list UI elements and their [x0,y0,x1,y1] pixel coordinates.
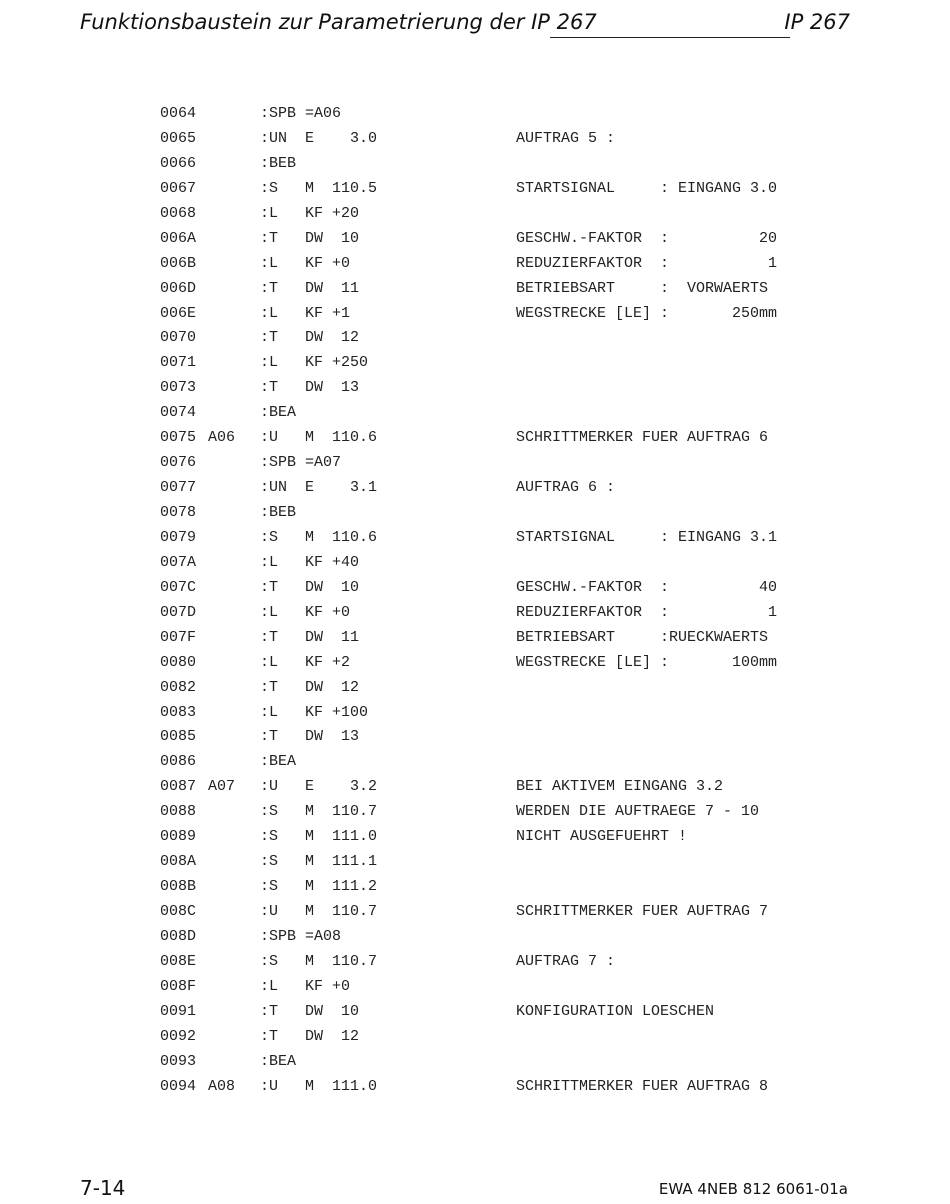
line-address: 0093 [160,1052,197,1070]
line-comment: REDUZIERFAKTOR : 1 [516,603,778,621]
line-instruction: :L KF +0 [260,254,351,272]
line-instruction: :T DW 11 [260,628,360,646]
line-address: 0067 [160,179,197,197]
line-instruction: :L KF +20 [260,204,360,222]
line-comment: WEGSTRECKE [LE] : 100mm [516,653,778,671]
line-address: 006E [160,304,197,322]
line-instruction: :BEA [260,404,297,422]
line-comment: NICHT AUSGEFUEHRT ! [516,828,688,846]
line-comment: REDUZIERFAKTOR : 1 [516,254,778,272]
line-label: A08 [208,1077,236,1095]
line-address: 0085 [160,728,197,746]
header-title: Funktionsbaustein zur Parametrierung der IP 267 [80,10,597,34]
line-instruction: :T DW 12 [260,329,360,347]
line-comment: GESCHW.-FAKTOR : 40 [516,578,778,596]
line-address: 007F [160,628,197,646]
page-number: 7-14 [80,1176,126,1200]
line-instruction: :L KF +250 [260,354,369,372]
line-address: 0065 [160,129,197,147]
line-comment: BEI AKTIVEM EINGANG 3.2 [516,778,724,796]
line-address: 0078 [160,504,197,521]
line-address: 008A [160,853,197,871]
line-address: 006A [160,229,197,247]
line-instruction: :T DW 13 [260,379,360,397]
line-instruction: :SPB =A07 [260,454,342,472]
document-id: EWA 4NEB 812 6061-01a [658,1180,848,1198]
line-comment: WERDEN DIE AUFTRAEGE 7 - 10 [516,803,760,821]
line-instruction: :L KF +2 [260,653,351,671]
line-instruction: :UN E 3.1 [260,479,378,497]
line-instruction: :S M 111.1 [260,853,378,871]
line-instruction: :S M 110.7 [260,952,378,970]
line-address: 0066 [160,154,197,172]
line-address: 0068 [160,204,197,222]
line-address: 007D [160,603,197,621]
line-instruction: :S M 110.5 [260,179,378,197]
line-instruction: :S M 110.7 [260,803,378,821]
line-instruction: :T DW 12 [260,1027,360,1045]
line-address: 0091 [160,1002,197,1020]
line-instruction: :L KF +0 [260,603,351,621]
line-instruction: :BEA [260,1052,297,1070]
line-address: 006D [160,279,197,297]
line-address: 0079 [160,528,197,546]
line-address: 0071 [160,354,197,372]
line-comment: STARTSIGNAL : EINGANG 3.0 [516,179,778,197]
line-instruction: :U M 110.6 [260,429,378,447]
line-instruction: :L KF +1 [260,304,351,322]
line-comment: AUFTRAG 5 : [516,129,616,147]
line-address: 008D [160,927,197,945]
page-header [80,10,850,42]
line-instruction: :T DW 10 [260,229,360,247]
line-address: 0086 [160,753,197,771]
line-address: 0077 [160,479,197,497]
line-comment: KONFIGURATION LOESCHEN [516,1002,715,1020]
line-instruction: :U E 3.2 [260,778,378,796]
line-instruction: :U M 110.7 [260,903,378,920]
line-instruction: :SPB =A08 [260,927,342,945]
line-address: 0075 [160,429,197,447]
line-address: 0092 [160,1027,197,1045]
line-instruction: :T DW 12 [260,678,360,696]
line-comment: STARTSIGNAL : EINGANG 3.1 [516,528,778,546]
line-address: 0083 [160,703,197,721]
line-address: 008C [160,903,197,920]
line-comment: AUFTRAG 6 : [516,479,616,497]
line-comment: SCHRITTMERKER FUER AUFTRAG 6 [516,429,769,447]
line-address: 0064 [160,105,197,122]
line-address: 0088 [160,803,197,821]
line-instruction: :BEA [260,753,297,771]
line-address: 0074 [160,404,197,422]
line-address: 0082 [160,678,197,696]
line-address: 006B [160,254,197,272]
line-address: 008F [160,977,197,995]
line-label: A07 [208,778,236,796]
line-address: 008E [160,952,197,970]
line-instruction: :U M 111.0 [260,1077,378,1095]
header-rule [550,37,790,38]
line-label: A06 [208,429,236,447]
line-comment: BETRIEBSART :RUECKWAERTS [516,628,769,646]
line-comment: AUFTRAG 7 : [516,952,616,970]
line-instruction: :BEB [260,504,297,521]
header-right-label: IP 267 [784,10,850,34]
line-instruction: :SPB =A06 [260,105,342,122]
line-instruction: :S M 111.2 [260,878,378,896]
line-address: 0089 [160,828,197,846]
line-comment: GESCHW.-FAKTOR : 20 [516,229,778,247]
line-instruction: :BEB [260,154,297,172]
line-address: 007C [160,578,197,596]
line-address: 0076 [160,454,197,472]
line-instruction: :L KF +100 [260,703,369,721]
line-address: 0087 [160,778,197,796]
line-comment: WEGSTRECKE [LE] : 250mm [516,304,778,322]
line-address: 0080 [160,653,197,671]
line-instruction: :T DW 11 [260,279,360,297]
line-comment: BETRIEBSART : VORWAERTS [516,279,769,297]
line-instruction: :T DW 10 [260,1002,360,1020]
line-address: 0073 [160,379,197,397]
line-instruction: :T DW 10 [260,578,360,596]
line-address: 007A [160,553,197,571]
line-comment: SCHRITTMERKER FUER AUFTRAG 8 [516,1077,769,1095]
line-address: 0094 [160,1077,197,1095]
line-instruction: :UN E 3.0 [260,129,378,147]
line-instruction: :L KF +40 [260,553,360,571]
line-address: 0070 [160,329,197,347]
line-address: 008B [160,878,197,896]
line-comment: SCHRITTMERKER FUER AUFTRAG 7 [516,903,769,920]
line-instruction: :T DW 13 [260,728,360,746]
line-instruction: :L KF +0 [260,977,351,995]
line-instruction: :S M 110.6 [260,528,378,546]
line-instruction: :S M 111.0 [260,828,378,846]
